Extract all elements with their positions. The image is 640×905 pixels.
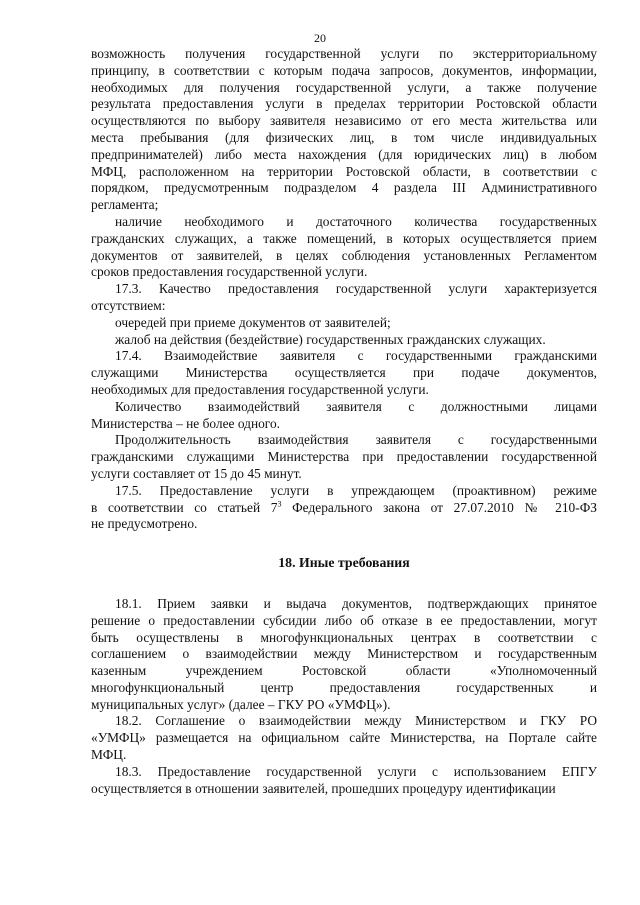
text-line: услуги составляет от 15 до 45 минут. xyxy=(91,465,302,481)
text-line: принципу, в соответствии с которым подача запросов, документов, информации, xyxy=(91,62,597,78)
text-fragment: Федерального закона от 27.07.2010 № 210-ФЗ xyxy=(281,499,597,515)
text-line: места пребывания (для физических лиц, в том числе индивидуальных xyxy=(91,129,597,145)
text-line: порядком, предусмотренным подразделом 4 раздела III Административного xyxy=(91,180,597,196)
text-line: гражданских служащих, а также помещений, в которых осуществляется прием xyxy=(91,230,597,246)
paragraph xyxy=(91,315,597,332)
text-line xyxy=(91,500,597,517)
text-line: наличие необходимого и достаточного количества государственных xyxy=(115,213,597,229)
text-line: 17.3. Качество предоставления государственной услуги характеризуется xyxy=(115,281,597,297)
text-line: осуществляются по выбору заявителя независимо от его места жительства или xyxy=(91,113,597,129)
text-line: возможность получения государственной услуги по экстерриториальному xyxy=(91,46,597,61)
section-title: 18. Иные требования xyxy=(278,555,410,571)
paragraph xyxy=(91,764,597,798)
text-line: Продолжительность взаимодействия заявителя с государственными xyxy=(115,432,597,448)
text-line: решение о предоставлении субсидии либо об отказе в ее предоставлении, могут xyxy=(91,612,597,628)
text-line: 18.2. Соглашение о взаимодействии между Министерством и ГКУ РО xyxy=(115,713,597,729)
text-line: 17.4. Взаимодействие заявителя с государственными гражданскими xyxy=(115,348,597,364)
paragraph xyxy=(91,348,597,398)
text-line: очередей при приеме документов от заявителей; xyxy=(115,314,391,330)
text-line: МФЦ, расположенном на территории Ростовской области, в соответствии с xyxy=(91,163,597,179)
text-line: муниципальных услуг» (далее – ГКУ РО «УМФЦ»). xyxy=(91,696,391,712)
text-line: многофункциональный центр предоставления государственных и xyxy=(91,679,597,695)
text-line: осуществляется в отношении заявителей, прошедших процедуру идентификации xyxy=(91,780,556,796)
text-line: предпринимателей) либо места нахождения (для юридических лиц) в любом xyxy=(91,146,597,162)
paragraph xyxy=(91,432,597,482)
text-line: отсутствием: xyxy=(91,297,166,313)
paragraph xyxy=(91,46,597,214)
text-line: гражданскими служащими Министерства при предоставлении государственной xyxy=(91,449,597,465)
superscript: 3 xyxy=(277,499,282,509)
paragraph xyxy=(91,596,597,714)
text-line: соглашением о взаимодействии между Министерством и государственным xyxy=(91,646,597,662)
text-line: результата предоставления услуги в пределах территории Ростовской области xyxy=(91,96,597,112)
paragraph xyxy=(91,281,597,315)
text-fragment: в соответствии со статьей 7 xyxy=(91,499,278,515)
paragraphs-top xyxy=(91,46,597,483)
paragraph xyxy=(91,332,597,349)
page-content xyxy=(91,46,597,797)
paragraph xyxy=(91,713,597,763)
text-line: «УМФЦ» размещается на официальном сайте Министерства, на Портале сайте xyxy=(91,730,597,746)
paragraphs-bottom xyxy=(91,596,597,798)
page-number: 20 xyxy=(314,31,326,45)
text-line: регламента; xyxy=(91,197,159,213)
text-line: служащими Министерства осуществляется при подаче документов, xyxy=(91,365,597,381)
paragraph-17-5 xyxy=(91,483,597,533)
text-line: необходимых для предоставления государственной услуги. xyxy=(91,381,429,397)
text-line: документов от заявителей, в целях соблюдения установленных Регламентом xyxy=(91,247,597,263)
text-line: 18.3. Предоставление государственной услуги с использованием ЕПГУ xyxy=(115,763,597,779)
text-line: сроков предоставления государственной услуги. xyxy=(91,264,368,280)
text-line: 18.1. Прием заявки и выдача документов, подтверждающих принятое xyxy=(115,595,597,611)
text-line: МФЦ. xyxy=(91,747,127,763)
text-line: быть осуществлены в многофункциональных центрах в соответствии с xyxy=(91,629,597,645)
text-line: Количество взаимодействий заявителя с должностными лицами xyxy=(115,398,597,414)
text-line: 17.5. Предоставление услуги в упреждающем (проактивном) режиме xyxy=(115,482,597,498)
paragraph xyxy=(91,399,597,433)
text-line: необходимых для получения государственной услуги, а также получение xyxy=(91,79,597,95)
text-line: Министерства – не более одного. xyxy=(91,415,281,431)
text-line: жалоб на действия (бездействие) государственных гражданских служащих. xyxy=(115,331,546,347)
paragraph xyxy=(91,214,597,281)
text-line: не предусмотрено. xyxy=(91,516,198,532)
text-line: казенным учреждением Ростовской области «Уполномоченный xyxy=(91,663,597,679)
